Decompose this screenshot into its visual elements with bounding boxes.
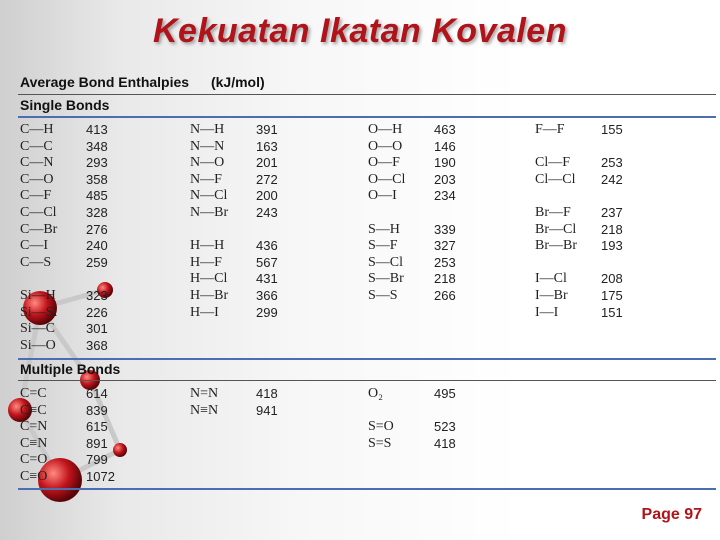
bond-label: C—I <box>20 238 48 254</box>
bond-label: O—F <box>368 155 400 171</box>
bond-label: S—Cl <box>368 254 404 270</box>
bond-label: C=N <box>20 419 48 435</box>
single-bonds-heading: Single Bonds <box>20 97 110 113</box>
bond-enthalpy-value: 339 <box>434 221 456 237</box>
divider <box>18 488 716 490</box>
bond-enthalpy-value: 190 <box>434 155 456 171</box>
bond-enthalpy-value: 208 <box>601 271 623 287</box>
bond-label: I—Br <box>535 288 568 303</box>
bond-label: O—O <box>368 138 403 154</box>
bond-enthalpy-value: 299 <box>256 304 278 320</box>
bond-enthalpy-value: 226 <box>86 304 108 320</box>
bond-label: Br—Br <box>535 238 577 254</box>
bond-enthalpy-value: 146 <box>434 138 456 154</box>
bond-enthalpy-value: 431 <box>256 271 278 287</box>
divider <box>18 380 716 381</box>
slide-title: Kekuatan Ikatan Kovalen <box>153 12 567 50</box>
bond-enthalpy-value: 327 <box>434 238 456 254</box>
bond-enthalpy-value: 348 <box>86 138 108 154</box>
bond-label: I—I <box>535 304 559 320</box>
bond-enthalpy-value: 253 <box>601 155 623 171</box>
bond-label: H—Br <box>190 288 229 303</box>
divider <box>18 116 716 118</box>
bond-label: S—H <box>368 221 400 237</box>
bond-label: S—F <box>368 238 398 254</box>
bond-label: C—Cl <box>20 205 57 220</box>
bond-label: N—Br <box>190 205 229 220</box>
bond-label: C—Br <box>20 221 58 237</box>
bond-label: N≡N <box>190 402 219 418</box>
bond-label: C—N <box>20 155 54 171</box>
bond-enthalpy-value: 1072 <box>86 469 115 484</box>
bond-enthalpy-value: 391 <box>256 122 278 137</box>
bond-label: N—N <box>190 138 225 154</box>
bond-label: F—F <box>535 122 565 137</box>
bond-label: O—H <box>368 122 403 137</box>
bond-label: H—F <box>190 254 222 270</box>
bond-label: C≡N <box>20 435 48 451</box>
bond-enthalpy-value: 237 <box>601 205 623 220</box>
bond-enthalpy-value: 243 <box>256 205 278 220</box>
bond-enthalpy-value: 328 <box>86 205 108 220</box>
bond-label: C—S <box>20 254 52 270</box>
bond-label: N—H <box>190 122 225 137</box>
bond-enthalpy-table <box>18 74 716 494</box>
bond-enthalpy-value: 891 <box>86 435 108 451</box>
bond-enthalpy-value: 253 <box>434 254 456 270</box>
bond-enthalpy-value: 218 <box>601 221 623 237</box>
bond-label: H—H <box>190 238 225 254</box>
multiple-bonds-block <box>18 386 716 486</box>
divider <box>18 94 716 95</box>
bond-enthalpy-value: 175 <box>601 288 623 303</box>
bond-enthalpy-value: 242 <box>601 171 623 187</box>
bond-label: S—S <box>368 288 398 303</box>
bond-enthalpy-value: 323 <box>86 288 108 303</box>
bond-label: S—Br <box>368 271 404 287</box>
bond-label: S=S <box>368 435 392 451</box>
divider <box>18 358 716 360</box>
bond-enthalpy-value: 203 <box>434 171 456 187</box>
bond-label: H—Cl <box>190 271 228 287</box>
bond-enthalpy-value: 155 <box>601 122 623 137</box>
bond-enthalpy-value: 495 <box>434 386 456 401</box>
bond-enthalpy-value: 463 <box>434 122 456 137</box>
bond-label: I—Cl <box>535 271 567 287</box>
bond-enthalpy-value: 436 <box>256 238 278 254</box>
bond-label: O₂ <box>368 386 383 401</box>
bond-label: N=N <box>190 386 219 401</box>
bond-enthalpy-value: 358 <box>86 171 108 187</box>
bond-enthalpy-value: 485 <box>86 188 108 204</box>
bond-enthalpy-value: 259 <box>86 254 108 270</box>
bond-label: S=O <box>368 419 394 435</box>
bond-label: O—I <box>368 188 397 204</box>
bond-enthalpy-value: 418 <box>434 435 456 451</box>
bond-enthalpy-value: 151 <box>601 304 623 320</box>
table-heading <box>20 74 265 90</box>
page-number: Page 97 <box>641 506 702 523</box>
bond-enthalpy-value: 193 <box>601 238 623 254</box>
bond-enthalpy-value: 413 <box>86 122 108 137</box>
bond-enthalpy-value: 301 <box>86 321 108 337</box>
bond-label: C≡O <box>20 469 48 484</box>
bond-label: Si—H <box>20 288 56 303</box>
bond-enthalpy-value: 368 <box>86 337 108 353</box>
bond-label: C≡C <box>20 402 47 418</box>
bond-enthalpy-value: 614 <box>86 386 108 401</box>
bond-enthalpy-value: 293 <box>86 155 108 171</box>
bond-label: Si—C <box>20 321 56 337</box>
bond-label: Cl—F <box>535 155 571 171</box>
bond-enthalpy-value: 276 <box>86 221 108 237</box>
bond-enthalpy-value: 799 <box>86 452 108 468</box>
bond-enthalpy-value: 523 <box>434 419 456 435</box>
table-unit: (kJ/mol) <box>210 74 265 90</box>
bond-enthalpy-value: 266 <box>434 288 456 303</box>
bond-enthalpy-value: 366 <box>256 288 278 303</box>
multiple-bonds-heading: Multiple Bonds <box>20 361 121 377</box>
bond-label: N—F <box>190 171 222 187</box>
bond-label: Si—Si <box>20 304 58 320</box>
bond-enthalpy-value: 234 <box>434 188 456 204</box>
bond-label: C—C <box>20 138 53 154</box>
bond-enthalpy-value: 201 <box>256 155 278 171</box>
bond-enthalpy-value: 163 <box>256 138 278 154</box>
bond-enthalpy-value: 218 <box>434 271 456 287</box>
bond-label: H—I <box>190 304 219 320</box>
single-bonds-block <box>18 122 716 354</box>
bond-enthalpy-value: 240 <box>86 238 108 254</box>
bond-label: Si—O <box>20 337 56 353</box>
bond-label: C—H <box>20 122 54 137</box>
bond-label: N—Cl <box>190 188 228 204</box>
bond-enthalpy-value: 272 <box>256 171 278 187</box>
bond-label: N—O <box>190 155 225 171</box>
bond-enthalpy-value: 567 <box>256 254 278 270</box>
bond-enthalpy-value: 418 <box>256 386 278 401</box>
bond-label: Cl—Cl <box>535 171 576 187</box>
bond-enthalpy-value: 839 <box>86 402 108 418</box>
bond-label: C=O <box>20 452 48 468</box>
bond-enthalpy-value: 200 <box>256 188 278 204</box>
bond-enthalpy-value: 941 <box>256 402 278 418</box>
bond-label: C=C <box>20 386 47 401</box>
bond-label: Br—F <box>535 205 571 220</box>
bond-label: O—Cl <box>368 171 406 187</box>
bond-label: C—O <box>20 171 54 187</box>
bond-enthalpy-value: 615 <box>86 419 108 435</box>
bond-label: Br—Cl <box>535 221 577 237</box>
bond-label: C—F <box>20 188 52 204</box>
table-heading-text: Average Bond Enthalpies <box>20 74 190 90</box>
